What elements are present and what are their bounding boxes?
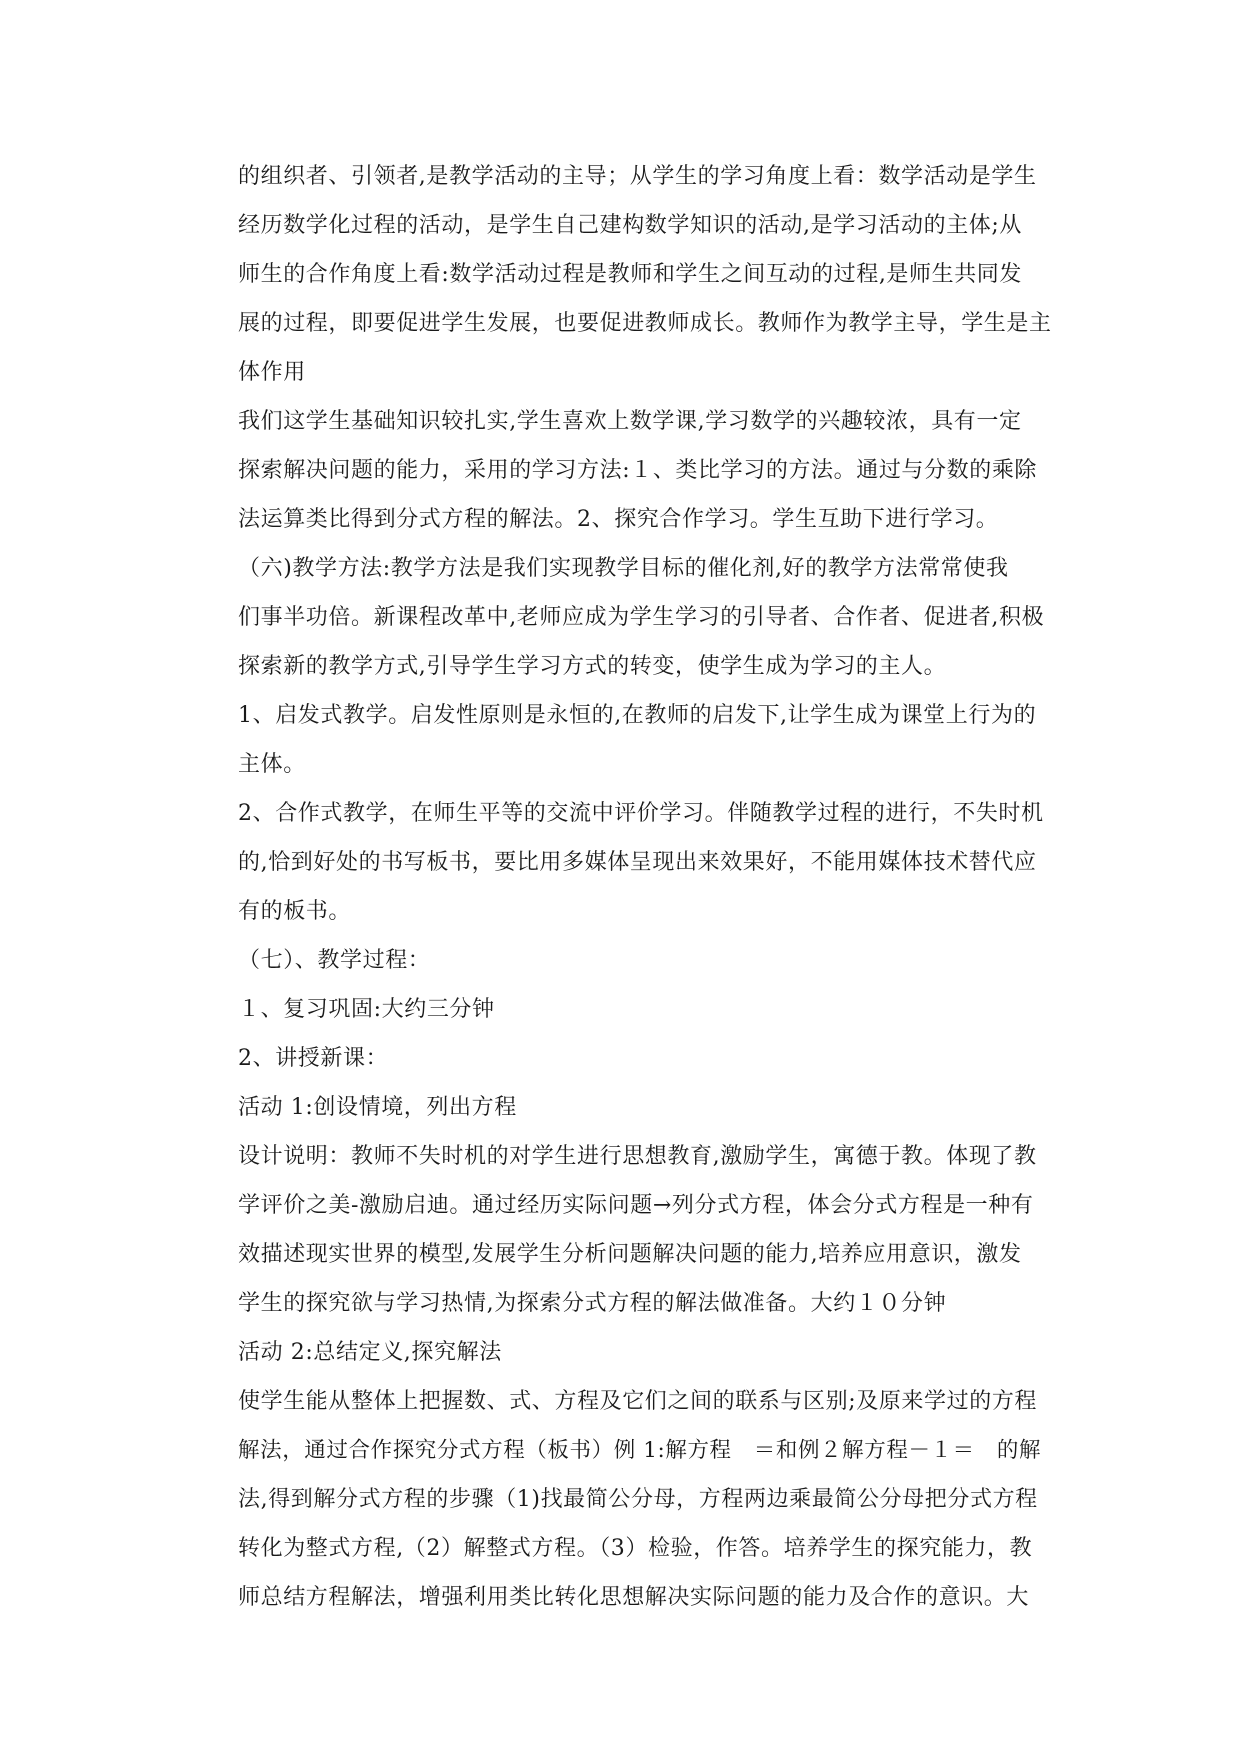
text-line: 学评价之美-激励启迪。通过经历实际问题→列分式方程，体会分式方程是一种有 <box>238 1193 1034 1218</box>
text-line: 2、合作式教学，在师生平等的交流中评价学习。伴随教学过程的进行，不失时机 <box>238 801 1044 826</box>
text-line: 1、启发式教学。启发性原则是永恒的,在教师的启发下,让学生成为课堂上行为的 <box>238 703 1037 728</box>
text-line: 转化为整式方程,（2）解整式方程。（3）检验，作答。培养学生的探究能力，教 <box>238 1536 1033 1561</box>
text-line: 我们这学生基础知识较扎实,学生喜欢上数学课,学习数学的兴趣较浓，具有一定 <box>238 409 1022 434</box>
text-line: 使学生能从整体上把握数、式、方程及它们之间的联系与区别;及原来学过的方程 <box>238 1389 1038 1414</box>
text-line: 们事半功倍。新课程改革中,老师应成为学生学习的引导者、合作者、促进者,积极 <box>238 605 1045 630</box>
text-line: 的组织者、引领者,是教学活动的主导；从学生的学习角度上看：数学活动是学生 <box>238 164 1037 189</box>
text-line: 主体。 <box>238 752 306 777</box>
text-line: 体作用 <box>238 360 306 385</box>
text-line: 效描述现实世界的模型,发展学生分析问题解决问题的能力,培养应用意识，激发 <box>238 1242 1022 1267</box>
text-line: 探索解决问题的能力，采用的学习方法:１、类比学习的方法。通过与分数的乘除 <box>238 458 1038 483</box>
text-line: 解法，通过合作探究分式方程（板书）例 1:解方程 ＝和例２解方程－１＝ 的解 <box>238 1438 1042 1463</box>
text-line: 2、讲授新课： <box>238 1046 389 1071</box>
text-line: 展的过程，即要促进学生发展，也要促进教师成长。教师作为教学主导，学生是主 <box>238 311 1052 336</box>
text-line: 活动 1:创设情境，列出方程 <box>238 1095 517 1120</box>
text-line: 经历数学化过程的活动，是学生自己建构数学知识的活动,是学习活动的主体;从 <box>238 213 1023 238</box>
text-line: 法运算类比得到分式方程的解法。2、探究合作学习。学生互助下进行学习。 <box>238 507 999 532</box>
text-line: 设计说明：教师不失时机的对学生进行思想教育,激励学生，寓德于教。体现了教 <box>238 1144 1037 1169</box>
text-line: 有的板书。 <box>238 899 352 924</box>
document-body <box>238 152 1058 1622</box>
text-line: 活动 2:总结定义,探究解法 <box>238 1340 502 1365</box>
text-line: 师生的合作角度上看:数学活动过程是教师和学生之间互动的过程,是师生共同发 <box>238 262 1023 287</box>
section-heading: （七）、教学过程： <box>238 948 431 973</box>
text-line: 法,得到解分式方程的步骤（1)找最简公分母，方程两边乘最简公分母把分式方程 <box>238 1487 1038 1512</box>
text-line: 学生的探究欲与学习热情,为探索分式方程的解法做准备。大约１０分钟 <box>238 1291 947 1316</box>
text-line: 探索新的教学方式,引导学生学习方式的转变，使学生成为学习的主人。 <box>238 654 947 679</box>
text-line: 的,恰到好处的书写板书，要比用多媒体呈现出来效果好，不能用媒体技术替代应 <box>238 850 1037 875</box>
text-line: １、复习巩固:大约三分钟 <box>238 997 495 1022</box>
text-line: 师总结方程解法，增强利用类比转化思想解决实际问题的能力及合作的意识。大 <box>238 1585 1030 1610</box>
text-line: （六)教学方法:教学方法是我们实现教学目标的催化剂,好的教学方法常常使我 <box>238 556 1009 581</box>
